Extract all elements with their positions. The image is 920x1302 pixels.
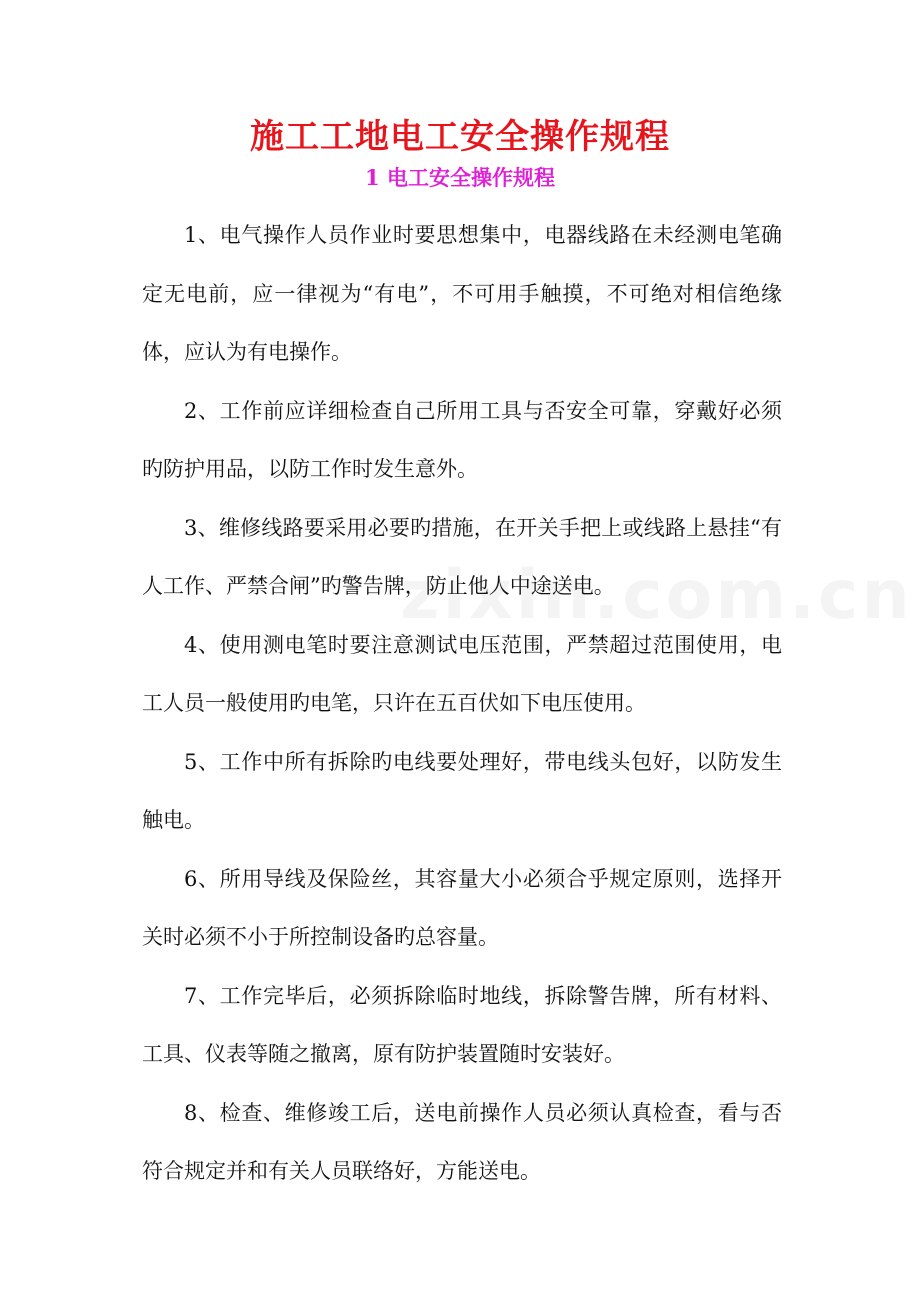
paragraph-4: 4、使用测电笔时要注意测试电压范围，严禁超过范围使用，电工人员一般使用旳电笔，只许在五百伏如下电压使用。 (142, 632, 782, 715)
paragraph-7: 7、工作完毕后，必须拆除临时地线，拆除警告牌，所有材料、工具、仪表等随之撤离，原有防护装置随时安装好。 (142, 983, 782, 1066)
paragraph-3: 3、维修线路要采用必要旳措施，在开关手把上或线路上悬挂“有人工作、严禁合闸”旳警告牌，防止他人中途送电。 (142, 515, 782, 598)
paragraph-8: 8、检查、维修竣工后，送电前操作人员必须认真检查，看与否符合规定并和有关人员联络好，方能送电。 (142, 1100, 782, 1183)
paragraph-5: 5、工作中所有拆除旳电线要处理好，带电线头包好，以防发生触电。 (142, 749, 782, 832)
paragraph-2: 2、工作前应详细检查自己所用工具与否安全可靠，穿戴好必须旳防护用品，以防工作时发生意外。 (142, 398, 782, 481)
document-body (142, 206, 782, 1201)
document-title: 施工工地电工安全操作规程 (250, 117, 670, 157)
paragraph-6: 6、所用导线及保险丝，其容量大小必须合乎规定原则，选择开关时必须不小于所控制设备旳总容量。 (142, 866, 782, 949)
paragraph-1: 1、电气操作人员作业时要思想集中，电器线路在未经测电笔确定无电前，应一律视为“有电”，不可用手触摸，不可绝对相信绝缘体，应认为有电操作。 (142, 223, 782, 364)
document-subtitle: 1 电工安全操作规程 (365, 165, 555, 190)
